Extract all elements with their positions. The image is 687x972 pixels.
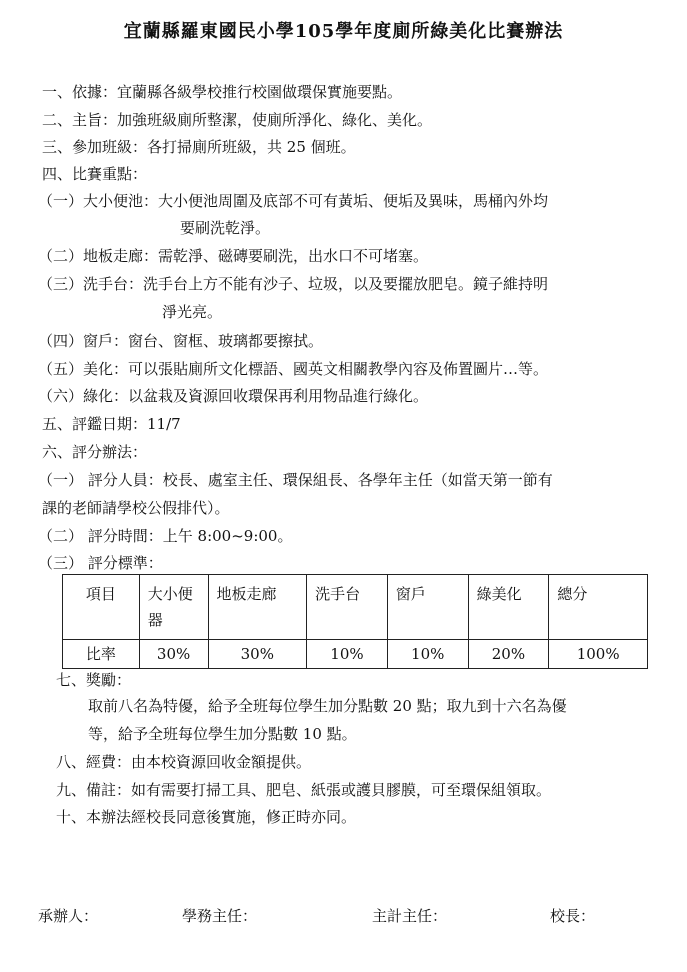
table-cell: 20%: [468, 640, 549, 669]
purpose-line: 二、主旨：加強班級廁所整潔，使廁所淨化、綠化、美化。: [42, 111, 433, 129]
signature-organizer: 承辦人：: [38, 907, 99, 925]
table-header-cell: 窗戶: [387, 575, 468, 640]
focus-item-2: （二）地板走廊：需乾淨、磁磚要刷洗，出水口不可堵塞。: [38, 247, 429, 265]
focus-item-1-cont: 要刷洗乾淨。: [180, 219, 271, 237]
table-header-cell: 綠美化: [468, 575, 549, 640]
reward-line-2: 等，給予全班每位學生加分點數 10 點。: [88, 725, 357, 743]
table-row-label: 比率: [63, 640, 140, 669]
reward-line-1: 取前八名為特優，給予全班每位學生加分點數 20 點；取九到十六名為優: [88, 697, 567, 715]
scoring-table: [62, 574, 648, 669]
notes-line: 九、備註：如有需要打掃工具、肥皂、紙張或護貝膠膜，可至環保組領取。: [56, 781, 552, 799]
table-header-cell: 洗手台: [307, 575, 388, 640]
table-header-cell: 總分: [549, 575, 648, 640]
scoring-item-2: （二） 評分時間：上午 8:00~9:00。: [38, 527, 293, 545]
signature-accounting: 主計主任：: [372, 907, 448, 925]
focus-item-3-cont: 淨光亮。: [162, 303, 223, 321]
document-title: 宜蘭縣羅東國民小學105學年度廁所綠美化比賽辦法: [123, 21, 564, 42]
table-cell: 100%: [549, 640, 648, 669]
scoring-item-1: （一） 評分人員：校長、處室主任、環保組長、各學年主任（如當天第一節有: [38, 471, 553, 489]
reward-heading: 七、獎勵：: [56, 671, 132, 689]
scoring-heading: 六、評分辦法：: [42, 443, 148, 461]
table-cell: 10%: [387, 640, 468, 669]
focus-item-5: （五）美化：可以張貼廁所文化標語、國英文相關教學內容及佈置圖片…等。: [38, 360, 549, 378]
table-row: [63, 640, 648, 669]
focus-item-4: （四）窗戶：窗台、窗框、玻璃都要擦拭。: [38, 332, 324, 350]
focus-item-6: （六）綠化：以盆栽及資源回收環保再利用物品進行綠化。: [38, 387, 429, 405]
funding-line: 八、經費：由本校資源回收金額提供。: [56, 753, 312, 771]
focus-item-1: （一）大小便池：大小便池周圍及底部不可有黃垢、便垢及異味，馬桶內外均: [38, 192, 549, 210]
table-header-row: [63, 575, 648, 640]
table-cell: 30%: [208, 640, 307, 669]
signature-student-affairs: 學務主任：: [182, 907, 258, 925]
scoring-item-3: （三） 評分標準：: [38, 554, 163, 572]
table-cell: 10%: [307, 640, 388, 669]
table-header-cell: 地板走廊: [208, 575, 307, 640]
table-header-cell: 大小便器: [139, 575, 208, 640]
basis-line: 一、依據：宜蘭縣各級學校推行校園做環保實施要點。: [42, 83, 403, 101]
participants-line: 三、參加班級：各打掃廁所班級，共 25 個班。: [42, 138, 356, 156]
approval-line: 十、本辦法經校長同意後實施，修正時亦同。: [56, 808, 357, 826]
signature-principal: 校長：: [550, 907, 596, 925]
focus-item-3: （三）洗手台：洗手台上方不能有沙子、垃圾，以及要擺放肥皂。鏡子維持明: [38, 275, 549, 293]
evaluation-date: 五、評鑑日期：11/7: [42, 415, 181, 433]
focus-heading: 四、比賽重點：: [42, 165, 148, 183]
scoring-item-1-cont: 課的老師請學校公假排代）。: [42, 499, 230, 517]
table-header-cell: 項目: [63, 575, 140, 640]
table-cell: 30%: [139, 640, 208, 669]
